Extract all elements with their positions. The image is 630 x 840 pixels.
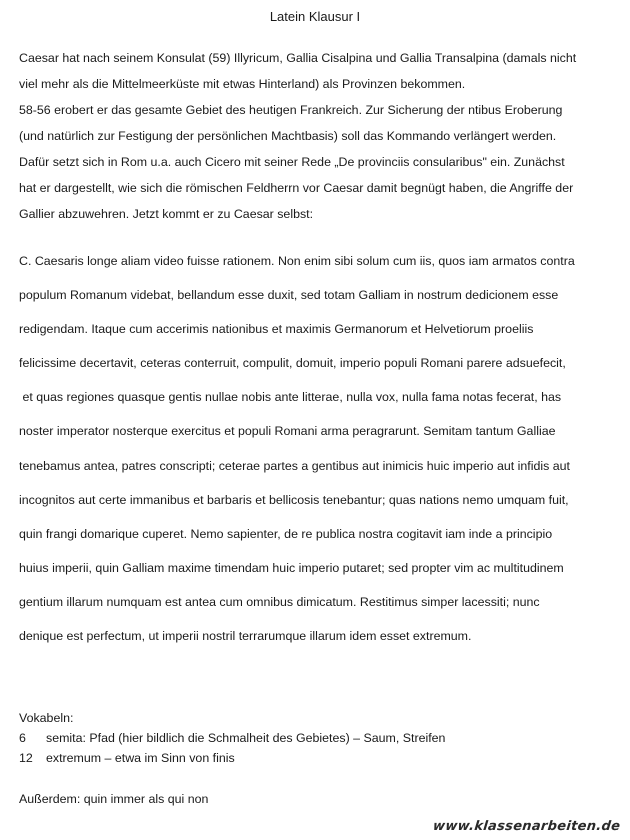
- latin-line: tenebamus antea, patres conscripti; ceterae partes a gentibus aut inimicis huic imperio aut infidis aut: [19, 458, 570, 473]
- vocabulary-line-number: 12: [19, 751, 33, 765]
- intro-line: 58-56 erobert er das gesamte Gebiet des heutigen Frankreich. Zur Sicherung der ntibus Eroberung: [19, 103, 563, 117]
- vocabulary-line-number: 6: [19, 731, 26, 745]
- additional-note: Außerdem: quin immer als qui non: [19, 792, 209, 806]
- latin-line: et quas regiones quasque gentis nullae nobis ante litterae, nulla vox, nulla fama notas fecerat, has: [19, 390, 562, 405]
- intro-line: Dafür setzt sich in Rom u.a. auch Cicero mit seiner Rede „De provinciis consularibus" ein. Zunächst: [19, 155, 565, 169]
- latin-line: noster imperator nosterque exercitus et populi Romani arma peragrarunt. Semitam tantum Galliae: [19, 424, 556, 439]
- intro-line: hat er dargestellt, wie sich die römischen Feldherrn vor Caesar damit begnügt haben, die Angriffe der: [19, 181, 574, 195]
- vocabulary-section: [19, 710, 619, 770]
- vocabulary-text: extremum – etwa im Sinn von finis: [46, 751, 235, 765]
- latin-line: C. Caesaris longe aliam video fuisse rationem. Non enim sibi solum cum iis, quos iam armatos contra: [19, 254, 575, 268]
- latin-text: [19, 253, 619, 662]
- latin-line: populum Romanum videbat, bellandum esse duxit, sed totam Galliam in nostrum dedicionem esse: [19, 288, 559, 303]
- latin-line: gentium illarum numquam est antea cum omnibus dimicatum. Restitimus simper lacessiti; nunc: [19, 594, 540, 609]
- intro-line: Caesar hat nach seinem Konsulat (59) Illyricum, Gallia Cisalpina und Gallia Transalpina (damals nicht: [19, 51, 577, 65]
- intro-line: Gallier abzuwehren. Jetzt kommt er zu Caesar selbst:: [19, 207, 314, 221]
- latin-line: denique est perfectum, ut imperii nostril terrarumque illarum idem esset extremum.: [19, 629, 472, 644]
- vocabulary-item: [19, 730, 619, 750]
- latin-line: redigendam. Itaque cum accerimis nationibus et maximis Germanorum et Helvetiorum proeliis: [19, 322, 534, 337]
- latin-line: quin frangi domarique cuperet. Nemo sapienter, de re publica nostra cogitavit iam inde a principio: [19, 526, 553, 541]
- intro-line: viel mehr als die Mittelmeerküste mit etwas Hinterland) als Provinzen bekommen.: [19, 77, 466, 91]
- site-watermark: www.klassenarbeiten.de: [431, 819, 621, 834]
- vocabulary-text: semita: Pfad (hier bildlich die Schmalheit des Gebietes) – Saum, Streifen: [46, 731, 446, 745]
- intro-line: (und natürlich zur Festigung der persönlichen Machtbasis) soll das Kommando verlängert werden.: [19, 129, 557, 143]
- intro-paragraph: [19, 50, 619, 232]
- vocabulary-item: [19, 750, 619, 770]
- latin-line: incognitos aut certe immanibus et barbaris et bellicosis tenebantur; quas nations nemo umquam fuit,: [19, 492, 569, 507]
- page-title: Latein Klausur I: [269, 9, 361, 24]
- vocabulary-heading: Vokabeln:: [19, 711, 74, 725]
- latin-line: felicissime decertavit, ceteras conterruit, compulit, domuit, imperio populi Romani parere adsuefecit,: [19, 356, 566, 371]
- latin-line: huius imperii, quin Galliam maxime timendam huic imperio putaret; sed propter vim ac multitudinem: [19, 560, 564, 575]
